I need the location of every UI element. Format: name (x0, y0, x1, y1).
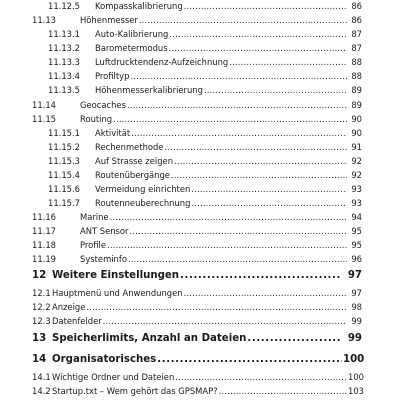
toc-entry-page: 95 (351, 226, 362, 236)
toc-entry-title: Rechenmethode (95, 142, 164, 152)
toc-entry-title: Hauptmenü und Anwendungen (52, 288, 183, 298)
dot-leader (169, 43, 347, 53)
dot-leader (131, 128, 347, 138)
dot-leader (139, 15, 347, 25)
toc-entry-number: 13 (32, 333, 47, 344)
toc-entry-number: 11.12.5 (48, 1, 80, 11)
dot-leader (204, 85, 347, 95)
toc-entry-11-13-4[interactable] (48, 71, 362, 81)
toc-entry-page: 86 (351, 1, 362, 11)
toc-entry-title: Auf Strasse zeigen (95, 156, 174, 166)
toc-entry-page: 88 (351, 57, 362, 67)
toc-entry-number: 11.15.3 (48, 156, 80, 166)
toc-entry-title: Profile (80, 240, 107, 250)
toc-entry-page: 93 (351, 198, 362, 208)
toc-entry-11-12-5[interactable] (48, 1, 362, 11)
toc-entry-11-15-1[interactable] (48, 128, 362, 138)
dot-leader (184, 1, 347, 11)
dot-leader (175, 372, 347, 382)
toc-entry-title: Organisatorisches (52, 354, 157, 365)
toc-entry-title: Höhenmesserkalibrierung (95, 85, 203, 95)
toc-entry-page: 89 (351, 85, 362, 95)
toc-entry-title: ANT Sensor (80, 226, 129, 236)
toc-entry-11-15[interactable] (32, 114, 362, 124)
toc-entry-12-2[interactable] (32, 302, 362, 312)
toc-entry-number: 11.16 (32, 212, 56, 222)
toc-entry-page: 90 (351, 128, 362, 138)
toc-entry-12-3[interactable] (32, 316, 362, 326)
toc-entry-11-18[interactable] (32, 240, 362, 250)
toc-entry-title: Routing (80, 114, 113, 124)
dot-leader (180, 270, 342, 281)
toc-entry-11-15-4[interactable] (48, 170, 362, 180)
dot-leader (107, 240, 347, 250)
toc-entry-number: 11.15.4 (48, 170, 80, 180)
toc-entry-11-19[interactable] (32, 254, 362, 264)
toc-entry-title: Startup.txt – Wem gehört das GPSMAP? (52, 386, 218, 396)
toc-entry-title: Vermeidung einrichten (95, 184, 191, 194)
toc-entry-title: Marine (80, 212, 109, 222)
toc-entry-page: 100 (348, 372, 364, 382)
toc-entry-page: 92 (351, 156, 362, 166)
toc-entry-11-13-3[interactable] (48, 57, 362, 67)
dot-leader (184, 288, 347, 298)
toc-entry-page: 100 (343, 354, 365, 365)
toc-entry-page: 98 (351, 302, 362, 312)
toc-entry-11-15-2[interactable] (48, 142, 362, 152)
toc-entry-title: Auto-Kalibrierung (95, 29, 169, 39)
toc-entry-title: Anzeige (52, 302, 86, 312)
toc-entry-11-15-3[interactable] (48, 156, 362, 166)
toc-entry-page: 90 (351, 114, 362, 124)
toc-entry-11-15-7[interactable] (48, 198, 362, 208)
dot-leader (110, 212, 347, 222)
toc-entry-title: Luftdrucktendenz-Aufzeichnung (95, 57, 229, 67)
dot-leader (86, 302, 347, 312)
toc-entry-number: 12.3 (32, 316, 51, 326)
toc-entry-number: 11.15.2 (48, 142, 80, 152)
toc-entry-title: Systeminfo (80, 254, 127, 264)
toc-entry-title: Weitere Einstellungen (52, 270, 180, 281)
toc-entry-page: 95 (351, 240, 362, 250)
toc-entry-title: Kompasskalibrierung (95, 1, 183, 11)
toc-entry-title: Speicherlimits, Anzahl an Dateien (52, 333, 247, 344)
dot-leader (219, 386, 347, 396)
toc-entry-number: 11.15 (32, 114, 56, 124)
dot-leader (103, 316, 347, 326)
toc-entry-page: 92 (351, 170, 362, 180)
toc-entry-page: 88 (351, 71, 362, 81)
toc-entry-title: Datenfelder (52, 316, 102, 326)
toc-entry-page: 87 (351, 29, 362, 39)
dot-leader (127, 100, 347, 110)
toc-entry-number: 11.14 (32, 100, 56, 110)
toc-entry-number: 11.15.7 (48, 198, 80, 208)
toc-entry-page: 99 (351, 316, 362, 326)
toc-entry-number: 11.13.1 (48, 29, 80, 39)
toc-entry-title: Höhenmesser (80, 15, 138, 25)
toc-entry-number: 11.13 (32, 15, 56, 25)
toc-entry-11-13-1[interactable] (48, 29, 362, 39)
toc-entry-11-13[interactable] (32, 15, 362, 25)
toc-entry-number: 14 (32, 354, 47, 365)
toc-entry-page: 89 (351, 100, 362, 110)
toc-chapter-12[interactable] (32, 270, 362, 281)
toc-entry-11-17[interactable] (32, 226, 362, 236)
toc-entry-number: 12 (32, 270, 47, 281)
toc-entry-number: 11.13.2 (48, 43, 80, 53)
dot-leader (129, 226, 347, 236)
toc-entry-number: 11.18 (32, 240, 56, 250)
toc-entry-number: 11.13.3 (48, 57, 80, 67)
toc-entry-title: Routenneuberechnung (95, 198, 191, 208)
toc-entry-14-1[interactable] (32, 372, 362, 382)
toc-entry-number: 12.1 (32, 288, 51, 298)
toc-entry-number: 11.19 (32, 254, 56, 264)
toc-entry-number: 12.2 (32, 302, 51, 312)
toc-entry-14-2[interactable] (32, 386, 362, 396)
toc-entry-number: 11.17 (32, 226, 56, 236)
toc-entry-title: Routenübergänge (95, 170, 170, 180)
toc-entry-number: 11.13.5 (48, 85, 80, 95)
toc-entry-11-14[interactable] (32, 100, 362, 110)
toc-entry-12-1[interactable] (32, 288, 362, 298)
toc-entry-page: 97 (351, 288, 362, 298)
dot-leader (130, 71, 347, 81)
toc-entry-11-15-6[interactable] (48, 184, 362, 194)
toc-entry-page: 94 (351, 212, 362, 222)
toc-entry-number: 11.13.4 (48, 71, 80, 81)
dot-leader (247, 333, 342, 344)
dot-leader (174, 156, 347, 166)
dot-leader (191, 198, 347, 208)
toc-entry-page: 97 (347, 270, 362, 281)
toc-entry-title: Barometermodus (95, 43, 168, 53)
toc-entry-page: 93 (351, 184, 362, 194)
toc-chapter-13[interactable] (32, 333, 362, 344)
toc-entry-page: 86 (351, 15, 362, 25)
dot-leader (113, 114, 347, 124)
toc-entry-page: 91 (351, 142, 362, 152)
toc-entry-page: 99 (347, 333, 362, 344)
dot-leader (169, 29, 347, 39)
toc-entry-11-13-2[interactable] (48, 43, 362, 53)
toc-entry-page: 87 (351, 43, 362, 53)
toc-entry-title: Wichtige Ordner und Dateien (52, 372, 175, 382)
toc-entry-page: 96 (351, 254, 362, 264)
toc-entry-number: 11.15.6 (48, 184, 80, 194)
toc-entry-11-13-5[interactable] (48, 85, 362, 95)
toc-entry-number: 14.1 (32, 372, 51, 382)
dot-leader (128, 254, 347, 264)
dot-leader (171, 170, 347, 180)
dot-leader (164, 142, 347, 152)
toc-entry-title: Profiltyp (95, 71, 130, 81)
toc-entry-number: 11.15.1 (48, 128, 80, 138)
toc-entry-page: 103 (348, 386, 364, 396)
dot-leader (191, 184, 347, 194)
toc-entry-11-16[interactable] (32, 212, 362, 222)
toc-chapter-14[interactable] (32, 354, 365, 365)
dot-leader (157, 354, 342, 365)
dot-leader (229, 57, 347, 67)
toc-entry-title: Geocaches (80, 100, 126, 110)
toc-entry-number: 14.2 (32, 386, 51, 396)
toc-entry-title: Aktivität (95, 128, 131, 138)
